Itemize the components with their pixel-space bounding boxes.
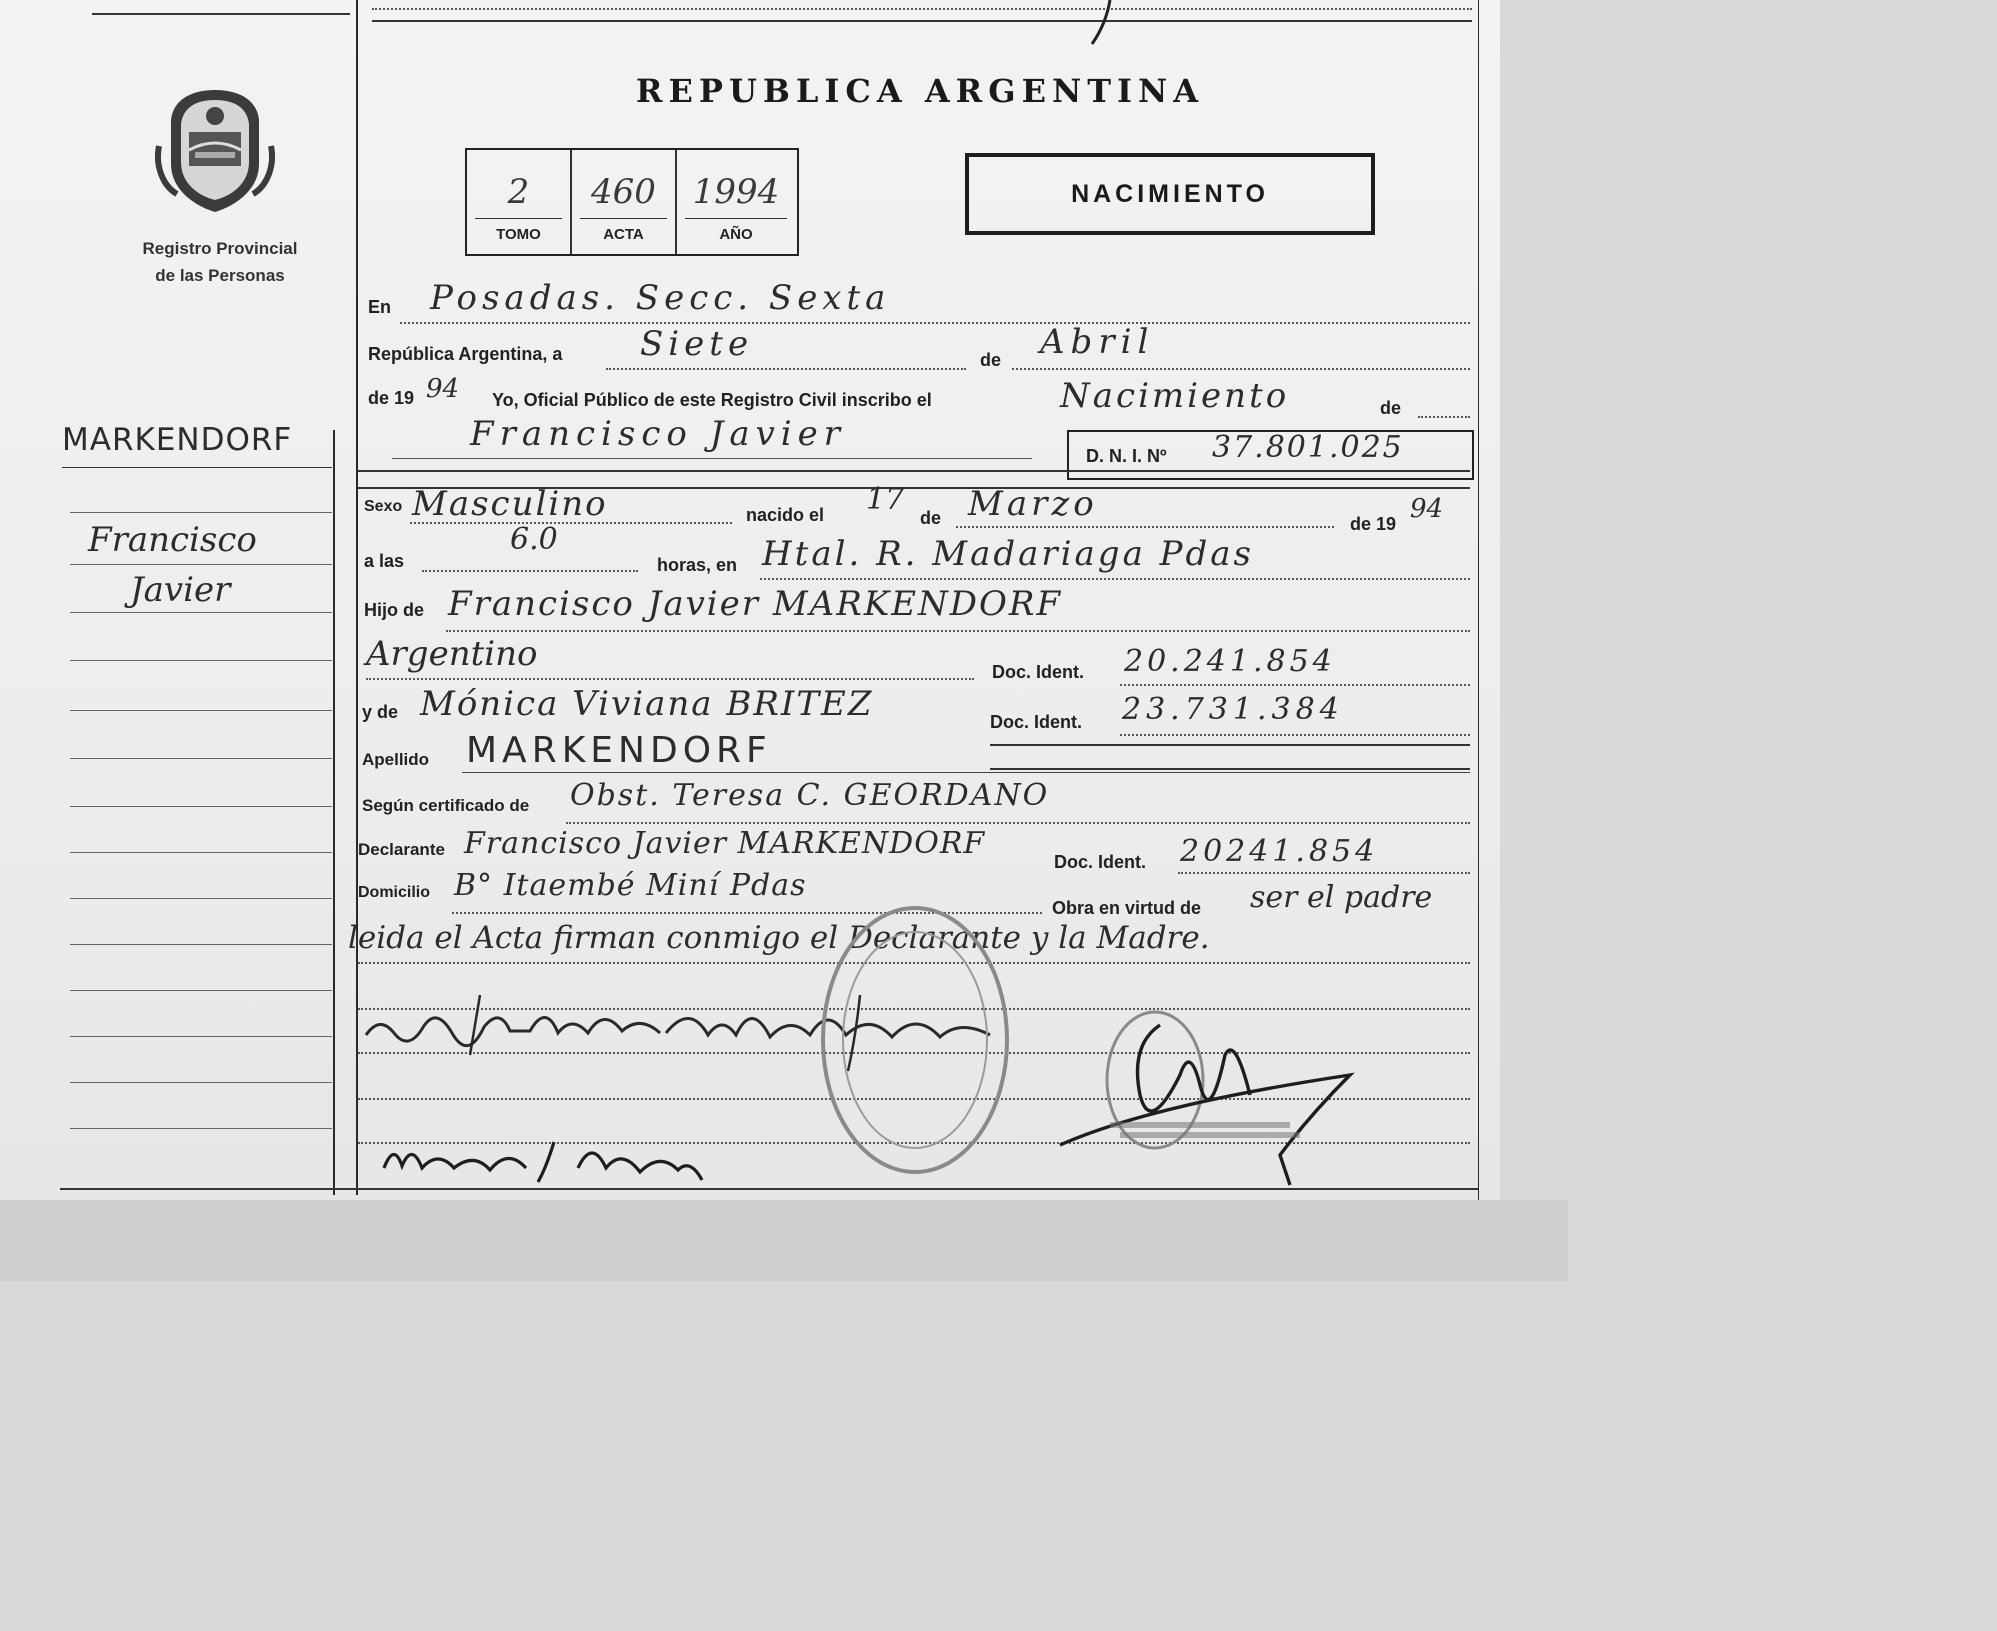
- acta-value: 460: [591, 172, 656, 212]
- value-day: Siete: [640, 324, 754, 364]
- country-heading: REPUBLICA ARGENTINA: [635, 72, 1205, 110]
- stub-line: [70, 806, 332, 807]
- line-father-doc: [1120, 684, 1470, 686]
- stub-line: [70, 1082, 332, 1083]
- label-dni: D. N. I. Nº: [1086, 446, 1167, 466]
- label-de-3: de: [920, 508, 942, 528]
- stub-line: [70, 852, 332, 853]
- stub-line: [70, 944, 332, 945]
- stub-line: [62, 467, 332, 468]
- line-surname: [462, 772, 1470, 773]
- divider-right: [1478, 0, 1479, 1200]
- stub-line: [70, 512, 332, 513]
- value-mother-doc: 23.731.384: [1122, 692, 1344, 727]
- line-place: [400, 322, 1470, 324]
- divider-left: [356, 0, 358, 1195]
- line-birth-month: [956, 526, 1334, 528]
- registry-name-line2: de las Personas: [155, 266, 285, 285]
- record-type-box: NACIMIENTO: [965, 153, 1375, 235]
- acta-label: ACTA: [603, 226, 644, 243]
- tomo-cell: [467, 150, 572, 254]
- value-remarks: leida el Acta firman conmigo el Declarante y la Madre.: [348, 920, 1210, 956]
- form-top-line: [372, 20, 1472, 22]
- line-father-nationality: [366, 678, 974, 680]
- line-month: [1012, 368, 1470, 370]
- stub-line: [70, 898, 332, 899]
- value-dni: 37.801.025: [1212, 430, 1404, 465]
- value-father: Francisco Javier MARKENDORF: [448, 584, 1063, 624]
- line-day: [606, 368, 966, 370]
- ano-label: AÑO: [719, 226, 753, 243]
- label-de-2: de: [1380, 398, 1402, 418]
- line-de: [1418, 416, 1470, 418]
- line-mother-doc: [1120, 734, 1470, 736]
- ano-cell: [677, 150, 795, 254]
- label-hijo-de: Hijo de: [364, 600, 425, 620]
- section-divider: [358, 470, 1470, 472]
- label-de-19: de 19: [368, 388, 415, 408]
- tomo-label: TOMO: [496, 226, 541, 243]
- stub-line: [70, 1036, 332, 1037]
- value-surname: MARKENDORF: [466, 730, 772, 771]
- value-obra-en-virtud: ser el padre: [1250, 880, 1433, 915]
- declarant-signature: [360, 985, 680, 1065]
- value-month: Abril: [1040, 322, 1155, 362]
- stub-top-line: [92, 13, 350, 15]
- stub-line: [70, 710, 332, 711]
- label-segun-certificado: Según certificado de: [362, 796, 530, 815]
- label-domicilio: Domicilio: [358, 884, 431, 901]
- label-en: En: [368, 297, 392, 317]
- acta-underline: [580, 218, 667, 219]
- stub-line: [70, 758, 332, 759]
- stub-line: [70, 990, 332, 991]
- line-hour: [422, 570, 638, 572]
- official-stamp: [810, 895, 1020, 1185]
- acta-cell: [572, 150, 677, 254]
- line-sex: [410, 522, 732, 524]
- value-declarant-doc: 20241.854: [1180, 834, 1379, 869]
- value-hour: 6.0: [510, 522, 558, 557]
- value-birth-day: 17: [866, 482, 905, 517]
- official-signature: [1050, 985, 1370, 1225]
- label-a-las: a las: [364, 551, 405, 571]
- line-surname-2: [990, 768, 1470, 770]
- value-year: 94: [426, 374, 460, 404]
- provincial-seal-icon: [155, 86, 275, 216]
- stub-surname: MARKENDORF: [62, 422, 293, 458]
- label-doc-ident-father: Doc. Ident.: [992, 662, 1085, 682]
- label-obra-en-virtud: Obra en virtud de: [1052, 898, 1202, 918]
- value-name: Francisco Javier: [470, 414, 847, 454]
- label-horas-en: horas, en: [657, 555, 738, 575]
- divider-stub: [333, 430, 335, 1195]
- registry-name: [110, 235, 330, 289]
- label-yo-oficial: Yo, Oficial Público de este Registro Civil inscribo el: [492, 390, 932, 410]
- value-place: Posadas. Secc. Sexta: [430, 278, 891, 318]
- stub-line: [70, 612, 332, 613]
- line-name: [392, 458, 1032, 459]
- ano-value: 1994: [692, 172, 780, 212]
- registry-table: [465, 148, 799, 256]
- line-cert-by: [566, 822, 1470, 824]
- line-hospital: [760, 578, 1470, 580]
- value-birth-month: Marzo: [968, 484, 1098, 524]
- ano-underline: [685, 218, 787, 219]
- value-hospital: Htal. R. Madariaga Pdas: [762, 534, 1255, 574]
- line-declarant-doc: [1178, 872, 1470, 874]
- value-act-type: Nacimiento: [1060, 376, 1290, 416]
- stub-given-name-1: Francisco: [88, 520, 257, 560]
- value-sex: Masculino: [412, 484, 608, 524]
- value-declarant: Francisco Javier MARKENDORF: [464, 826, 986, 861]
- value-cert-by: Obst. Teresa C. GEORDANO: [570, 778, 1050, 813]
- tomo-underline: [475, 218, 562, 219]
- value-father-doc: 20.241.854: [1124, 644, 1336, 679]
- form-top-dots: [372, 8, 1472, 10]
- label-doc-ident-mother: Doc. Ident.: [990, 712, 1083, 732]
- label-apellido: Apellido: [362, 750, 430, 769]
- stub-line: [70, 660, 332, 661]
- label-y-de: y de: [362, 702, 399, 722]
- value-father-nationality: Argentino: [366, 634, 538, 674]
- value-birth-year: 94: [1410, 494, 1444, 524]
- tomo-value: 2: [507, 172, 530, 212]
- stub-line: [70, 1128, 332, 1129]
- stub-line: [70, 564, 332, 565]
- label-declarante: Declarante: [358, 840, 445, 859]
- line-divider-3: [990, 744, 1470, 746]
- stub-given-name-2: Javier: [130, 570, 231, 610]
- label-republica-a: República Argentina, a: [368, 344, 563, 364]
- top-pen-mark: [1080, 0, 1120, 50]
- value-domicile: B° Itaembé Miní Pdas: [454, 868, 807, 903]
- value-mother: Mónica Viviana BRITEZ: [420, 684, 874, 724]
- line-father: [446, 630, 1470, 632]
- stub-bottom-line: [60, 1188, 360, 1190]
- label-de-19b: de 19: [1350, 514, 1397, 534]
- registry-name-line1: Registro Provincial: [142, 239, 298, 258]
- label-sexo: Sexo: [364, 498, 403, 515]
- label-de: de: [980, 350, 1002, 370]
- label-nacido-el: nacido el: [746, 505, 825, 525]
- label-doc-ident-declarant: Doc. Ident.: [1054, 852, 1147, 872]
- mother-signature: [378, 1128, 708, 1198]
- paper-bottom-edge: [0, 1200, 1568, 1281]
